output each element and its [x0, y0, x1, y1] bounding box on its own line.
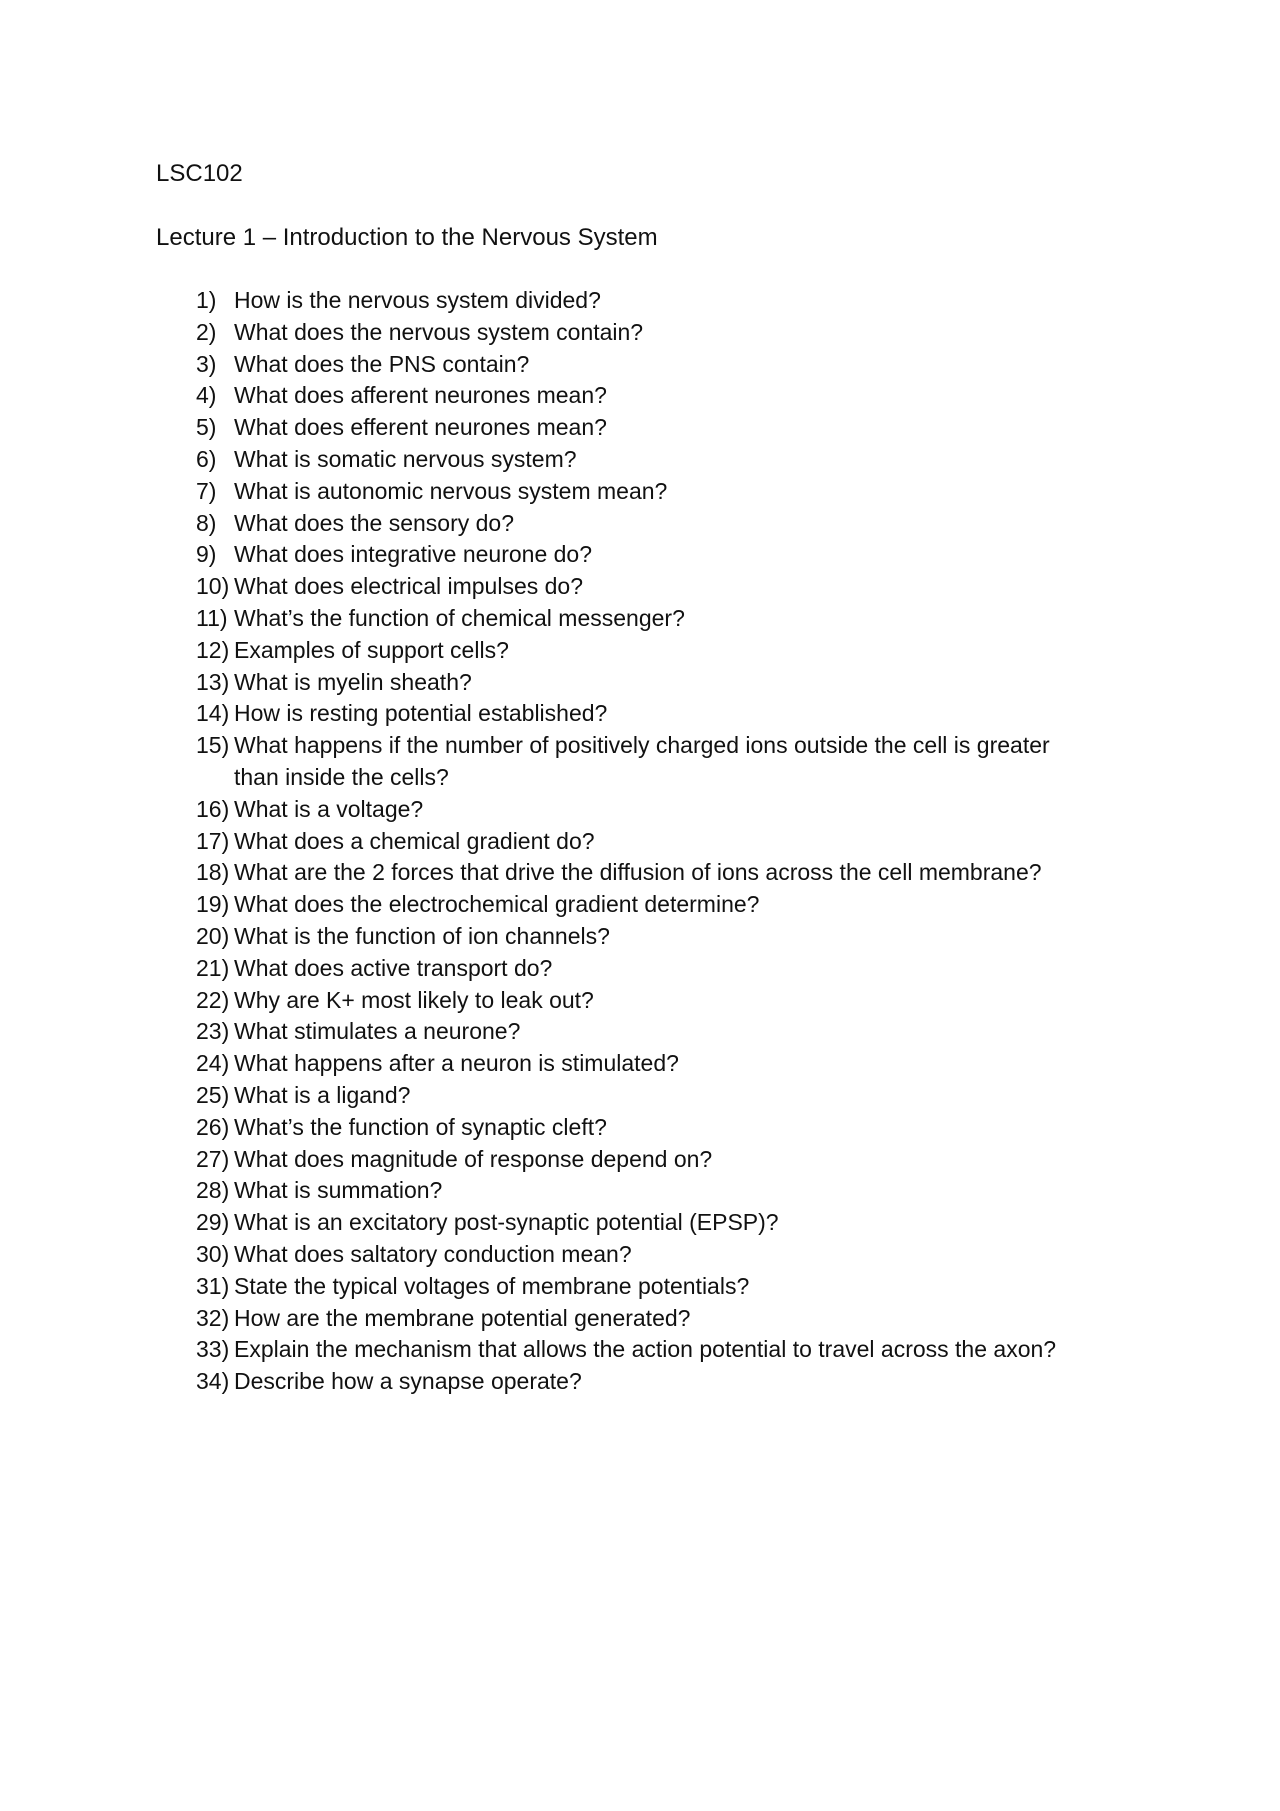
- question-item: [196, 603, 1096, 635]
- question-number: 8): [196, 509, 217, 536]
- question-number: 20): [196, 922, 230, 949]
- question-item: [196, 1048, 1096, 1080]
- question-number: 32): [196, 1304, 230, 1331]
- question-text: What is autonomic nervous system mean?: [234, 477, 668, 504]
- question-item: [196, 412, 1096, 444]
- question-number: 14): [196, 700, 230, 727]
- question-number: 24): [196, 1050, 230, 1077]
- question-number: 26): [196, 1113, 230, 1140]
- question-text: What does electrical impulses do?: [234, 573, 583, 600]
- question-text: What does a chemical gradient do?: [234, 827, 595, 854]
- question-text: How is the nervous system divided?: [234, 287, 601, 313]
- question-number: 29): [196, 1209, 230, 1236]
- question-text: What are the 2 forces that drive the diffusion of ions across the cell membrane?: [234, 859, 1042, 886]
- question-text: Examples of support cells?: [234, 636, 509, 663]
- question-number: 17): [196, 827, 230, 854]
- question-number: 12): [196, 636, 230, 663]
- question-text: What is summation?: [234, 1177, 443, 1204]
- question-text: How are the membrane potential generated?: [234, 1304, 691, 1331]
- question-number: 27): [196, 1145, 230, 1172]
- question-text: What is an excitatory post-synaptic potential (EPSP)?: [234, 1209, 779, 1236]
- question-text: What does saltatory conduction mean?: [234, 1240, 632, 1267]
- question-item: [196, 1303, 1096, 1335]
- question-text: What stimulates a neurone?: [234, 1018, 521, 1045]
- question-number: 28): [196, 1177, 230, 1204]
- question-text: What does active transport do?: [234, 954, 553, 981]
- course-code: LSC102: [156, 160, 243, 187]
- question-text: What is myelin sheath?: [234, 668, 472, 695]
- question-item: [196, 476, 1096, 508]
- question-text: What does afferent neurones mean?: [234, 382, 607, 409]
- question-item: [196, 826, 1096, 858]
- question-text: What’s the function of chemical messenger?: [234, 604, 685, 631]
- question-number: 33): [196, 1336, 230, 1363]
- question-number: 7): [196, 477, 217, 504]
- question-item: [196, 539, 1096, 571]
- question-number: 1): [196, 287, 217, 313]
- lecture-title: Lecture 1 – Introduction to the Nervous System: [156, 224, 658, 251]
- question-number: 3): [196, 350, 217, 377]
- question-number: 25): [196, 1081, 230, 1108]
- question-number: 22): [196, 986, 230, 1013]
- question-text: What happens if the number of positively charged ions outside the cell is greater than inside the cells?: [234, 732, 1050, 790]
- question-text: What is a ligand?: [234, 1081, 411, 1108]
- question-number: 5): [196, 414, 217, 441]
- question-number: 6): [196, 445, 217, 472]
- question-item: [196, 698, 1096, 730]
- question-item: [196, 1334, 1096, 1366]
- question-text: What does the electrochemical gradient determine?: [234, 891, 760, 918]
- question-text: How is resting potential established?: [234, 700, 608, 727]
- question-item: [196, 730, 1096, 794]
- question-number: 2): [196, 318, 217, 345]
- question-item: [196, 1080, 1096, 1112]
- question-item: [196, 889, 1096, 921]
- question-number: 11): [196, 604, 228, 631]
- question-text: What does the sensory do?: [234, 509, 514, 536]
- question-number: 34): [196, 1368, 230, 1395]
- question-number: 13): [196, 668, 230, 695]
- question-text: State the typical voltages of membrane potentials?: [234, 1272, 750, 1299]
- question-item: [196, 285, 1096, 317]
- question-item: [196, 571, 1096, 603]
- question-item: [196, 380, 1096, 412]
- question-text: What does the nervous system contain?: [234, 318, 644, 345]
- question-text: What happens after a neuron is stimulated?: [234, 1050, 679, 1077]
- question-item: [196, 1112, 1096, 1144]
- question-item: [196, 1144, 1096, 1176]
- question-text: Explain the mechanism that allows the action potential to travel across the axon?: [234, 1336, 1057, 1363]
- question-list: [196, 285, 1096, 1398]
- question-number: 30): [196, 1240, 230, 1267]
- question-item: [196, 953, 1096, 985]
- question-text: What does magnitude of response depend on?: [234, 1145, 713, 1172]
- question-item: [196, 444, 1096, 476]
- question-number: 10): [196, 573, 230, 600]
- question-item: [196, 508, 1096, 540]
- question-text: What does efferent neurones mean?: [234, 414, 607, 441]
- question-text: What is a voltage?: [234, 795, 424, 822]
- question-number: 16): [196, 795, 230, 822]
- question-number: 23): [196, 1018, 230, 1045]
- question-number: 31): [196, 1272, 230, 1299]
- question-text: Describe how a synapse operate?: [234, 1368, 582, 1395]
- question-item: [196, 985, 1096, 1017]
- question-text: What is somatic nervous system?: [234, 445, 577, 472]
- question-number: 4): [196, 382, 217, 409]
- question-item: [196, 794, 1096, 826]
- question-item: [196, 349, 1096, 381]
- question-number: 19): [196, 891, 230, 918]
- question-item: [196, 1016, 1096, 1048]
- question-number: 15): [196, 732, 230, 759]
- question-item: [196, 1207, 1096, 1239]
- question-item: [196, 1239, 1096, 1271]
- question-number: 21): [196, 954, 230, 981]
- question-number: 18): [196, 859, 230, 886]
- question-item: [196, 1366, 1096, 1398]
- question-text: What is the function of ion channels?: [234, 922, 610, 949]
- question-text: Why are K+ most likely to leak out?: [234, 986, 594, 1013]
- question-item: [196, 857, 1096, 889]
- question-text: What’s the function of synaptic cleft?: [234, 1113, 607, 1140]
- question-item: [196, 635, 1096, 667]
- question-item: [196, 1271, 1096, 1303]
- question-text: What does integrative neurone do?: [234, 541, 593, 568]
- question-number: 9): [196, 541, 217, 568]
- question-item: [196, 667, 1096, 699]
- question-item: [196, 317, 1096, 349]
- question-item: [196, 1175, 1096, 1207]
- question-text: What does the PNS contain?: [234, 350, 530, 377]
- question-item: [196, 921, 1096, 953]
